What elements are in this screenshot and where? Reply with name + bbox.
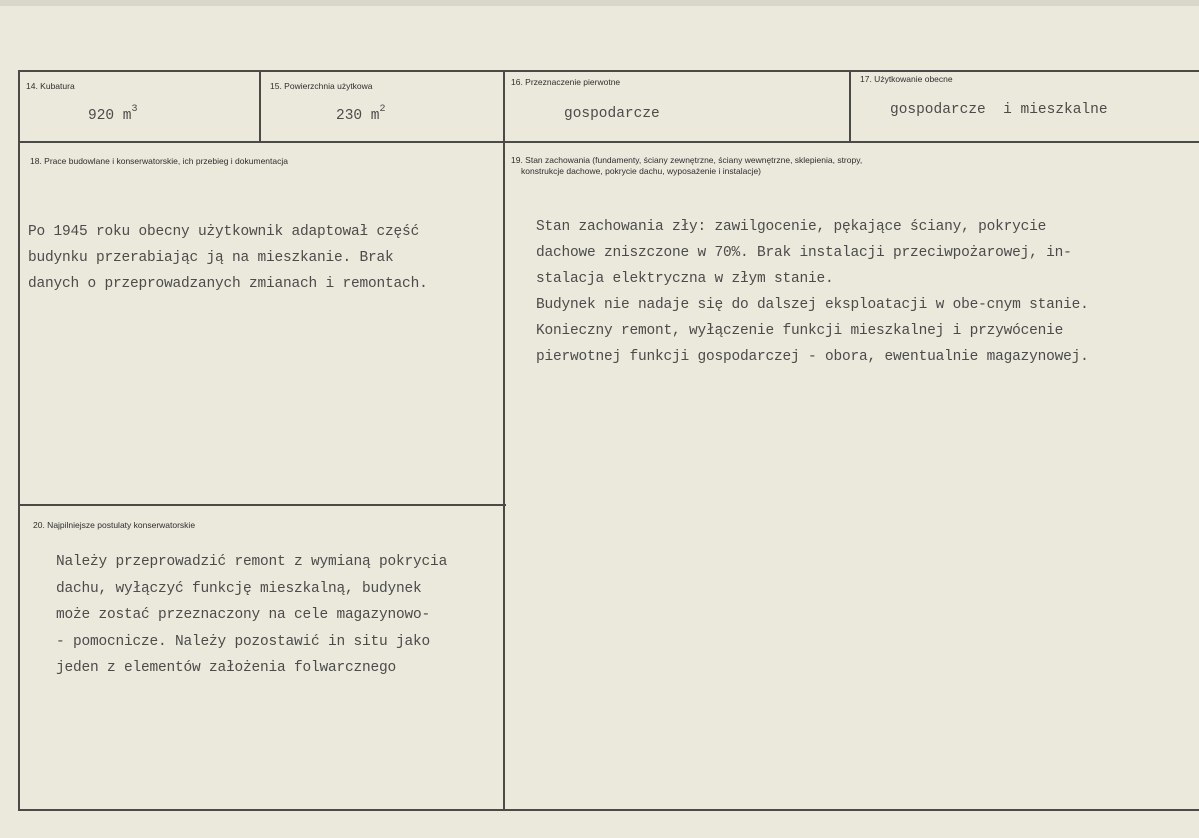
field-20-line: może zostać przeznaczony na cele magazynowo-	[56, 607, 431, 623]
card-top-edge	[0, 0, 1199, 6]
field-14-number: 920 m	[88, 107, 132, 124]
field-14-value	[88, 106, 138, 124]
field-15-value	[336, 106, 386, 124]
field-19-label	[511, 155, 862, 177]
field-18-line: danych o przeprowadzanych zmianach i remontach.	[28, 276, 428, 292]
field-15-label: 15. Powierzchnia użytkowa	[270, 81, 373, 91]
field-18-text	[28, 219, 428, 297]
field-14-label: 14. Kubatura	[26, 81, 75, 91]
field-20-line: Należy przeprowadzić remont z wymianą pokrycia	[56, 554, 448, 570]
field-19-line: pierwotnej funkcji gospodarczej - obora, ewentualnie magazynowej.	[536, 349, 1089, 365]
field-19-line: dachowe zniszczone w 70%. Brak instalacji przeciwpożarowej, in-	[536, 245, 1072, 261]
field-20-text	[56, 549, 447, 682]
field-18-line: budynku przerabiając ją na mieszkanie. Brak	[28, 250, 394, 266]
bottom-border	[18, 809, 1199, 811]
field-16-value: gospodarcze	[564, 106, 660, 122]
field-18-line: Po 1945 roku obecny użytkownik adaptował część	[28, 224, 420, 240]
field-19-label-line: konstrukcje dachowe, pokrycie dachu, wyposażenie i instalacje)	[521, 166, 762, 176]
section-divider	[18, 504, 506, 506]
field-19-text	[536, 214, 1089, 370]
field-17-label: 17. Użytkowanie obecne	[860, 74, 953, 84]
field-18-label: 18. Prace budowlane i konserwatorskie, ich przebieg i dokumentacja	[30, 156, 288, 166]
field-20-line: jeden z elementów założenia folwarcznego	[56, 660, 397, 676]
field-14-exponent: 3	[131, 104, 138, 115]
field-17-value: gospodarcze i mieszkalne	[890, 102, 1108, 118]
col-divider-1	[259, 70, 261, 143]
field-19-line: Budynek nie nadaje się do dalszej eksploatacji w obe-cnym stanie.	[536, 297, 1089, 313]
col-divider-2	[503, 70, 505, 811]
field-15-number: 230 m	[336, 107, 380, 124]
field-19-label-line: 19. Stan zachowania (fundamenty, ściany zewnętrzne, ściany wewnętrzne, sklepienia, stropy,	[511, 155, 863, 165]
col-divider-3	[849, 70, 851, 143]
field-16-label: 16. Przeznaczenie pierwotne	[511, 77, 621, 87]
field-20-label: 20. Najpilniejsze postulaty konserwatorskie	[33, 520, 196, 530]
field-20-line: - pomocnicze. Należy pozostawić in situ jako	[56, 633, 431, 650]
field-19-line: Stan zachowania zły: zawilgocenie, pękające ściany, pokrycie	[536, 219, 1047, 235]
top-border	[18, 70, 1199, 72]
left-border	[18, 70, 20, 811]
field-15-exponent: 2	[379, 104, 386, 115]
field-20-line: dachu, wyłączyć funkcję mieszkalną, budynek	[56, 580, 422, 597]
row-divider	[18, 141, 1199, 143]
field-19-line: stalacja elektryczna w złym stanie.	[536, 271, 834, 287]
field-19-line: Konieczny remont, wyłączenie funkcji mieszkalnej i przywócenie	[536, 323, 1064, 339]
